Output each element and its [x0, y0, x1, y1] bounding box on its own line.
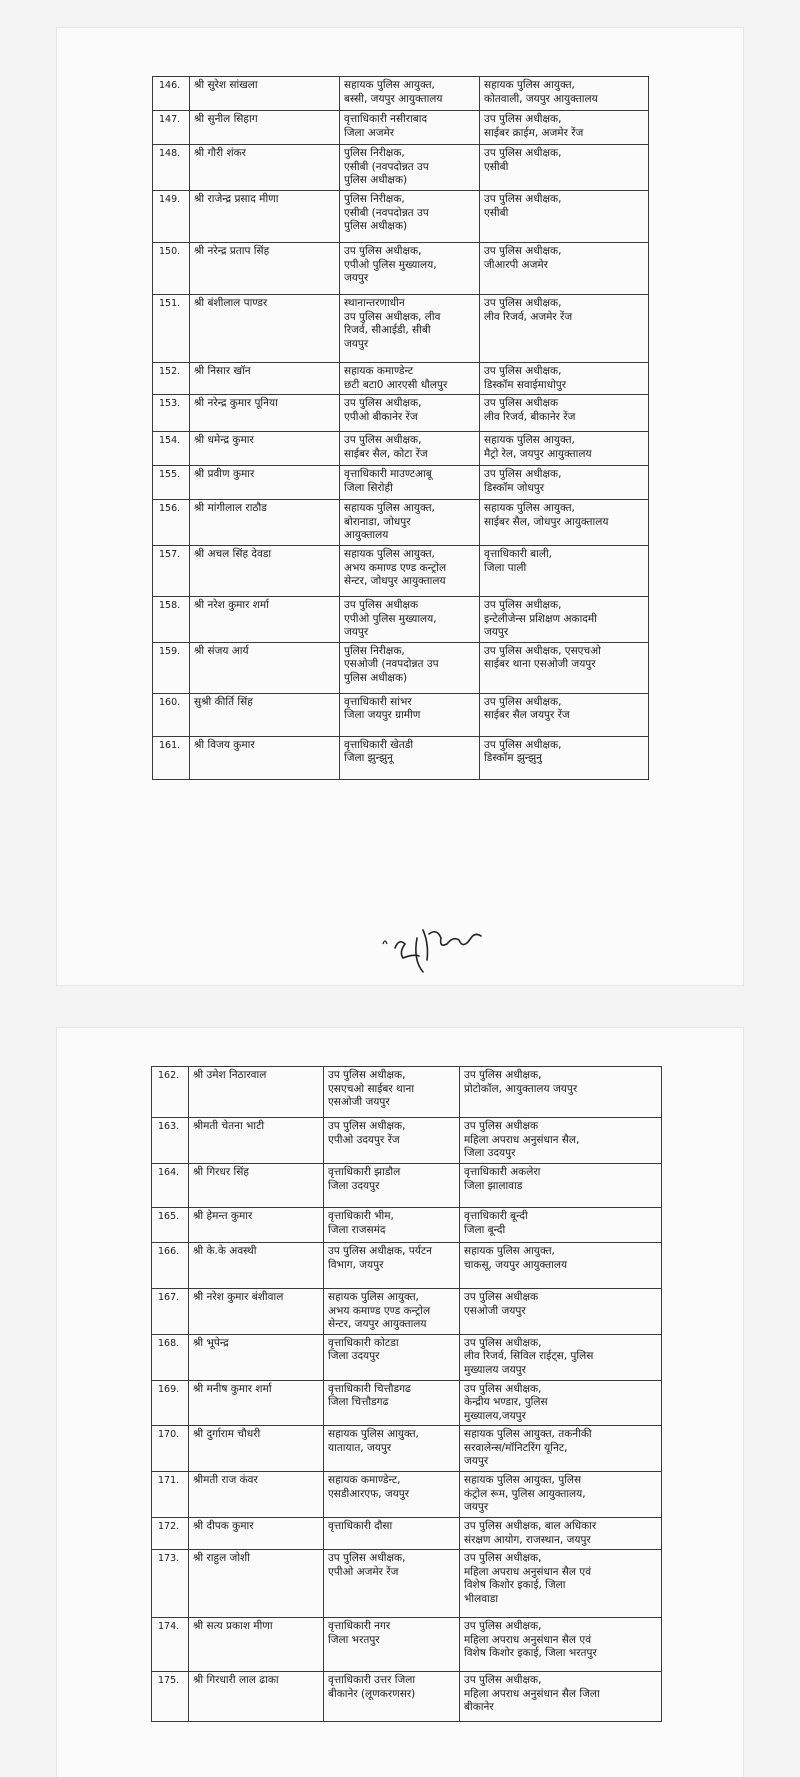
new-posting-cell: सहायक पुलिस आयुक्त, तकनीकी सरवालेन्स/मॉनिटरिंग यूनिट, जयपुर [460, 1426, 662, 1472]
new-posting-cell: उप पुलिस अधीक्षक एसओजी जयपुर [460, 1289, 662, 1335]
serial-number-cell: 154. [153, 432, 190, 466]
serial-number-cell: 155. [153, 466, 190, 500]
officer-name-cell: श्री के.के अवस्थी [189, 1243, 324, 1289]
new-posting-cell: उप पुलिस अधीक्षक, साईबर क्राईम, अजमेर रेंज [480, 111, 649, 145]
serial-number-cell: 163. [152, 1118, 189, 1164]
new-posting-cell: उप पुलिस अधीक्षक, एसीबी [480, 191, 649, 243]
officer-name-cell: श्री गौरी शंकर [190, 145, 340, 191]
table-row [153, 77, 649, 111]
table-row [153, 693, 649, 736]
officer-name-cell: श्री गिरधारी लाल ढाका [189, 1672, 324, 1722]
new-posting-cell: वृत्ताधिकारी बून्दी जिला बून्दी [460, 1208, 662, 1243]
officer-name-cell: श्री सुनील सिहाग [190, 111, 340, 145]
transfer-table-page-1 [152, 76, 649, 780]
current-posting-cell: वृत्ताधिकारी नगर जिला भरतपुर [324, 1618, 460, 1672]
table-row [153, 546, 649, 597]
serial-number-cell: 149. [153, 191, 190, 243]
current-posting-cell: उप पुलिस अधीक्षक, साईबर सैल, कोटा रेंज [340, 432, 480, 466]
new-posting-cell: उप पुलिस अधीक्षक, महिला अपराध अनुसंधान सैल जिला बीकानेर [460, 1672, 662, 1722]
serial-number-cell: 168. [152, 1334, 189, 1380]
officer-name-cell: श्री नरेन्द्र कुमार पूनिया [190, 395, 340, 432]
officer-name-cell: श्री राजेन्द्र प्रसाद मीणा [190, 191, 340, 243]
serial-number-cell: 150. [153, 243, 190, 295]
table-row [152, 1067, 662, 1118]
officer-name-cell: श्री निसार खॉन [190, 363, 340, 395]
officer-name-cell: श्री नरेश कुमार शर्मा [190, 597, 340, 643]
table-row [153, 500, 649, 546]
serial-number-cell: 156. [153, 500, 190, 546]
current-posting-cell: उप पुलिस अधीक्षक, एसएचओ साईबर थाना एसओजी जयपुर [324, 1067, 460, 1118]
new-posting-cell: वृत्ताधिकारी बाली, जिला पाली [480, 546, 649, 597]
serial-number-cell: 159. [153, 642, 190, 693]
table-row [152, 1243, 662, 1289]
new-posting-cell: उप पुलिस अधीक्षक, डिस्कॉम जोधपुर [480, 466, 649, 500]
table-row [152, 1208, 662, 1243]
serial-number-cell: 164. [152, 1164, 189, 1208]
table-row [153, 466, 649, 500]
current-posting-cell: स्थानान्तरणाधीन उप पुलिस अधीक्षक, लीव रिजर्व, सीआईडी, सीबी जयपुर [340, 295, 480, 363]
table-row [152, 1550, 662, 1618]
transfer-table-page-2 [151, 1066, 662, 1722]
current-posting-cell: सहायक कमाण्डेन्ट छटी बटा0 आरएसी धौलपुर [340, 363, 480, 395]
serial-number-cell: 165. [152, 1208, 189, 1243]
new-posting-cell: उप पुलिस अधीक्षक महिला अपराध अनुसंधान सैल, जिला उदयपुर [460, 1118, 662, 1164]
signature [377, 908, 517, 983]
serial-number-cell: 158. [153, 597, 190, 643]
officer-name-cell: श्री दीपक कुमार [189, 1518, 324, 1550]
new-posting-cell: उप पुलिस अधीक्षक, डिस्कॉम झुन्झुनु [480, 736, 649, 779]
serial-number-cell: 171. [152, 1472, 189, 1518]
new-posting-cell: वृत्ताधिकारी अकलेरा जिला झालावाड [460, 1164, 662, 1208]
serial-number-cell: 152. [153, 363, 190, 395]
serial-number-cell: 167. [152, 1289, 189, 1335]
current-posting-cell: वृत्ताधिकारी दौसा [324, 1518, 460, 1550]
new-posting-cell: उप पुलिस अधीक्षक, इन्टेलीजेन्स प्रशिक्षण अकादमी जयपुर [480, 597, 649, 643]
table-row [152, 1118, 662, 1164]
officer-name-cell: श्री नरेन्द्र प्रताप सिंह [190, 243, 340, 295]
table-row [153, 642, 649, 693]
serial-number-cell: 151. [153, 295, 190, 363]
table-row [152, 1472, 662, 1518]
table-row [152, 1334, 662, 1380]
current-posting-cell: उप पुलिस अधीक्षक, पर्यटन विभाग, जयपुर [324, 1243, 460, 1289]
serial-number-cell: 147. [153, 111, 190, 145]
officer-name-cell: श्री उमेश निठारवाल [189, 1067, 324, 1118]
table-row [152, 1426, 662, 1472]
current-posting-cell: पुलिस निरीक्षक, एसीबी (नवपदोन्नत उप पुलिस अधीक्षक) [340, 145, 480, 191]
current-posting-cell: उप पुलिस अधीक्षक, एपीओ उदयपुर रेंज [324, 1118, 460, 1164]
current-posting-cell: वृत्ताधिकारी भीम, जिला राजसमंद [324, 1208, 460, 1243]
current-posting-cell: वृत्ताधिकारी झाडौल जिला उदयपुर [324, 1164, 460, 1208]
table-row [152, 1164, 662, 1208]
new-posting-cell: उप पुलिस अधीक्षक, लीव रिजर्व, अजमेर रेंज [480, 295, 649, 363]
current-posting-cell: वृत्ताधिकारी चित्तौडगढ जिला चित्तौडगढ [324, 1380, 460, 1426]
new-posting-cell: उप पुलिस अधीक्षक, साईबर सैल जयपुर रेंज [480, 693, 649, 736]
officer-name-cell: श्री नरेश कुमार बंशीवाल [189, 1289, 324, 1335]
current-posting-cell: वृत्ताधिकारी उत्तर जिला बीकानेर (लूणकरणसर) [324, 1672, 460, 1722]
table-row [153, 395, 649, 432]
officer-name-cell: श्रीमती राज कंवर [189, 1472, 324, 1518]
serial-number-cell: 170. [152, 1426, 189, 1472]
serial-number-cell: 148. [153, 145, 190, 191]
serial-number-cell: 172. [152, 1518, 189, 1550]
officer-name-cell: श्री भूपेन्द्र [189, 1334, 324, 1380]
current-posting-cell: सहायक पुलिस आयुक्त, अभय कमाण्ड एण्ड कन्ट्रोल सेन्टर, जयपुर आयुक्तालय [324, 1289, 460, 1335]
current-posting-cell: पुलिस निरीक्षक, एसीबी (नवपदोन्नत उप पुलिस अधीक्षक) [340, 191, 480, 243]
document-page-1 [57, 28, 743, 985]
officer-name-cell: श्री बंशीलाल पाण्डर [190, 295, 340, 363]
new-posting-cell: उप पुलिस अधीक्षक, बाल अधिकार संरक्षण आयोग, राजस्थान, जयपुर [460, 1518, 662, 1550]
current-posting-cell: सहायक पुलिस आयुक्त, अभय कमाण्ड एण्ड कन्ट्रोल सेन्टर, जोधपुर आयुक्तालय [340, 546, 480, 597]
new-posting-cell: उप पुलिस अधीक्षक, एसीबी [480, 145, 649, 191]
table-row [153, 145, 649, 191]
current-posting-cell: सहायक पुलिस आयुक्त, यातायात, जयपुर [324, 1426, 460, 1472]
officer-name-cell: श्री राहुल जोशी [189, 1550, 324, 1618]
current-posting-cell: उप पुलिस अधीक्षक, एपीओ अजमेर रेंज [324, 1550, 460, 1618]
new-posting-cell: उप पुलिस अधीक्षक, प्रोटोकॉल, आयुक्तालय जयपुर [460, 1067, 662, 1118]
current-posting-cell: वृत्ताधिकारी माउण्टआबू जिला सिरोही [340, 466, 480, 500]
current-posting-cell: सहायक कमाण्डेन्ट, एसडीआरएफ, जयपुर [324, 1472, 460, 1518]
officer-name-cell: श्री गिरधर सिंह [189, 1164, 324, 1208]
table-row [152, 1518, 662, 1550]
table-row [152, 1672, 662, 1722]
new-posting-cell: सहायक पुलिस आयुक्त, मैट्रो रेल, जयपुर आयुक्तालय [480, 432, 649, 466]
officer-name-cell: श्री मनीष कुमार शर्मा [189, 1380, 324, 1426]
table-row [153, 597, 649, 643]
table-row [153, 191, 649, 243]
serial-number-cell: 169. [152, 1380, 189, 1426]
current-posting-cell: उप पुलिस अधीक्षक, एपीओ बीकानेर रेंज [340, 395, 480, 432]
current-posting-cell: उप पुलिस अधीक्षक एपीओ पुलिस मुख्यालय, जयपुर [340, 597, 480, 643]
current-posting-cell: पुलिस निरीक्षक, एसओजी (नवपदोन्नत उप पुलिस अधीक्षक) [340, 642, 480, 693]
table-row [153, 432, 649, 466]
current-posting-cell: सहायक पुलिस आयुक्त, बस्सी, जयपुर आयुक्तालय [340, 77, 480, 111]
serial-number-cell: 146. [153, 77, 190, 111]
table-row [152, 1618, 662, 1672]
serial-number-cell: 173. [152, 1550, 189, 1618]
officer-name-cell: श्री सुरेश सांखला [190, 77, 340, 111]
officer-name-cell: श्री धमेन्द्र कुमार [190, 432, 340, 466]
serial-number-cell: 161. [153, 736, 190, 779]
new-posting-cell: उप पुलिस अधीक्षक, केन्द्रीय भण्डार, पुलिस मुख्यालय,जयपुर [460, 1380, 662, 1426]
new-posting-cell: सहायक पुलिस आयुक्त, पुलिस कंट्रोल रूम, पुलिस आयुक्तालय, जयपुर [460, 1472, 662, 1518]
new-posting-cell: सहायक पुलिस आयुक्त, चाकसू, जयपुर आयुक्तालय [460, 1243, 662, 1289]
serial-number-cell: 160. [153, 693, 190, 736]
new-posting-cell: सहायक पुलिस आयुक्त, साईबर सैल, जोधपुर आयुक्तालय [480, 500, 649, 546]
table-row [153, 363, 649, 395]
table-row [152, 1380, 662, 1426]
officer-name-cell: श्री सत्य प्रकाश मीणा [189, 1618, 324, 1672]
new-posting-cell: उप पुलिस अधीक्षक लीव रिजर्व, बीकानेर रेंज [480, 395, 649, 432]
table-row [153, 295, 649, 363]
table-row [153, 243, 649, 295]
serial-number-cell: 166. [152, 1243, 189, 1289]
new-posting-cell: उप पुलिस अधीक्षक, डिस्कॉम सवाईमाधोपुर [480, 363, 649, 395]
officer-name-cell: श्री प्रवीण कुमार [190, 466, 340, 500]
serial-number-cell: 162. [152, 1067, 189, 1118]
officer-name-cell: सुश्री कीर्ति सिंह [190, 693, 340, 736]
current-posting-cell: वृत्ताधिकारी नसीराबाद जिला अजमेर [340, 111, 480, 145]
document-page-2 [57, 1028, 743, 1777]
current-posting-cell: वृत्ताधिकारी कोटडा जिला उदयपुर [324, 1334, 460, 1380]
table-row [152, 1289, 662, 1335]
new-posting-cell: उप पुलिस अधीक्षक, महिला अपराध अनुसंधान सैल एवं विशेष किशोर इकाई, जिला भीलवाडा [460, 1550, 662, 1618]
current-posting-cell: वृत्ताधिकारी खेतडी जिला झुन्झुनू [340, 736, 480, 779]
officer-name-cell: श्री अचल सिंह देवडा [190, 546, 340, 597]
officer-name-cell: श्री हेमन्त कुमार [189, 1208, 324, 1243]
current-posting-cell: वृत्ताधिकारी सांभर जिला जयपुर ग्रामीण [340, 693, 480, 736]
table-row [153, 111, 649, 145]
new-posting-cell: उप पुलिस अधीक्षक, महिला अपराध अनुसंधान सैल एवं विशेष किशोर इकाई, जिला भरतपुर [460, 1618, 662, 1672]
officer-name-cell: श्री संजय आर्य [190, 642, 340, 693]
new-posting-cell: उप पुलिस अधीक्षक, लीव रिजर्व, सिविल राईट्स, पुलिस मुख्यालय जयपुर [460, 1334, 662, 1380]
serial-number-cell: 174. [152, 1618, 189, 1672]
new-posting-cell: उप पुलिस अधीक्षक, जीआरपी अजमेर [480, 243, 649, 295]
officer-name-cell: श्रीमती चेतना भाटी [189, 1118, 324, 1164]
officer-name-cell: श्री दुर्गाराम चौधरी [189, 1426, 324, 1472]
officer-name-cell: श्री मांगीलाल राठौड [190, 500, 340, 546]
table-row [153, 736, 649, 779]
officer-name-cell: श्री विजय कुमार [190, 736, 340, 779]
serial-number-cell: 175. [152, 1672, 189, 1722]
serial-number-cell: 157. [153, 546, 190, 597]
new-posting-cell: उप पुलिस अधीक्षक, एसएचओ साईबर थाना एसओजी जयपुर [480, 642, 649, 693]
current-posting-cell: सहायक पुलिस आयुक्त, बोरानाडा, जोधपुर आयुक्तालय [340, 500, 480, 546]
new-posting-cell: सहायक पुलिस आयुक्त, कोतवाली, जयपुर आयुक्तालय [480, 77, 649, 111]
current-posting-cell: उप पुलिस अधीक्षक, एपीओ पुलिस मुख्यालय, जयपुर [340, 243, 480, 295]
serial-number-cell: 153. [153, 395, 190, 432]
